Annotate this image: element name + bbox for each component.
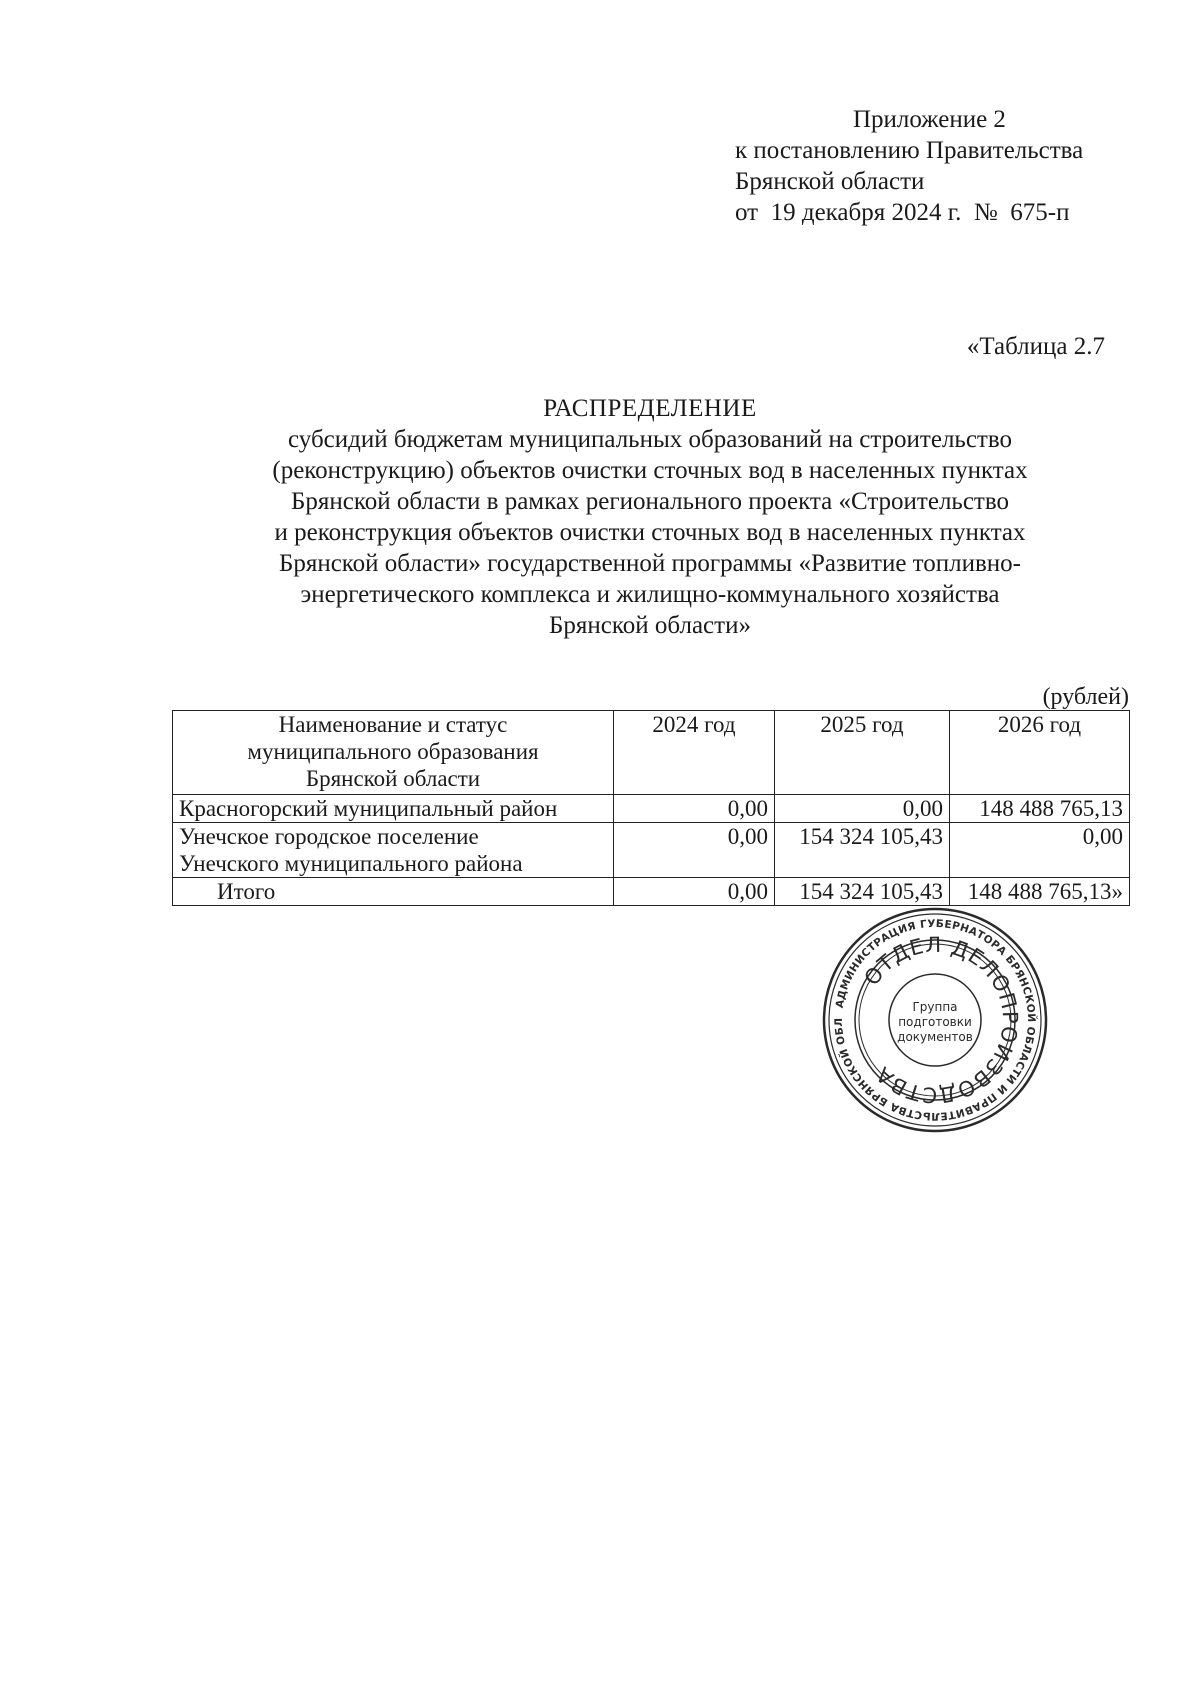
row-value-2025: 0,00: [775, 795, 950, 823]
distribution-table: [172, 710, 1130, 906]
heading-line: (реконструкцию) объектов очистки сточных вод в населенных пунктах: [272, 457, 1028, 484]
stamp-seal-icon: [820, 905, 1050, 1135]
header-name-line: муниципального образования: [247, 739, 539, 764]
total-label: Итого: [173, 878, 614, 906]
table-header-row: [173, 711, 1130, 795]
table-reference: «Таблица 2.7: [966, 333, 1105, 360]
heading-line: энергетического комплекса и жилищно-коммунального хозяйства: [300, 581, 1000, 608]
table-row: [173, 795, 1130, 823]
table-total-row: [173, 878, 1130, 906]
total-2025: 154 324 105,43: [775, 878, 950, 906]
units-label: (рублей): [1042, 684, 1129, 710]
appendix-region: Брянской области: [735, 168, 925, 195]
row-name: [173, 795, 614, 823]
heading-line: Брянской области»: [549, 612, 751, 639]
row-value-2024: 0,00: [614, 823, 775, 878]
header-name: [173, 711, 614, 795]
header-2025: 2025 год: [775, 711, 950, 795]
total-2024: 0,00: [614, 878, 775, 906]
document-heading: [150, 393, 1150, 641]
appendix-date-number: от 19 декабря 2024 г. № 675-п: [735, 199, 1070, 226]
heading-line: Брянской области в рамках регионального проекта «Строительство: [291, 488, 1009, 515]
official-stamp: [820, 905, 1050, 1135]
document-title: РАСПРЕДЕЛЕНИЕ: [543, 395, 757, 422]
header-2026: 2026 год: [950, 711, 1130, 795]
row-name-line: Унечское городское поселение: [179, 824, 479, 849]
stamp-outer-text: АДМИНИСТРАЦИЯ ГУБЕРНАТОРА БРЯНСКОЙ ОБЛАСТИ И ПРАВИТЕЛЬСТВА БРЯНСКОЙ ОБЛ: [832, 917, 1038, 1123]
table-row: [173, 823, 1130, 878]
heading-line: субсидий бюджетам муниципальных образований на строительство: [288, 426, 1012, 453]
stamp-center-line: подготовки: [898, 1015, 972, 1029]
header-2024: 2024 год: [614, 711, 775, 795]
row-name: [173, 823, 614, 878]
row-value-2025: 154 324 105,43: [775, 823, 950, 878]
header-name-line: Наименование и статус: [278, 712, 508, 737]
row-value-2024: 0,00: [614, 795, 775, 823]
heading-line: и реконструкция объектов очистки сточных вод в населенных пунктах: [274, 519, 1026, 546]
header-name-line: Брянской области: [305, 766, 481, 791]
stamp-center-line: документов: [897, 1030, 973, 1044]
row-value-2026: 0,00: [950, 823, 1130, 878]
stamp-center-line: Группа: [912, 1000, 958, 1014]
heading-line: Брянской области» государственной программы «Развитие топливно-: [278, 550, 1022, 577]
appendix-block: [735, 104, 1083, 228]
appendix-number: Приложение 2: [853, 106, 1006, 133]
row-name-line: Унечского муниципального района: [179, 851, 523, 876]
stamp-inner-text: ОТДЕЛ ДЕЛОПРОИЗВОДСТВА: [859, 932, 1023, 1108]
row-value-2026: 148 488 765,13: [950, 795, 1130, 823]
row-name-line: Красногорский муниципальный район: [179, 796, 558, 821]
total-2026: 148 488 765,13»: [950, 878, 1130, 906]
appendix-decree: к постановлению Правительства: [735, 137, 1084, 164]
